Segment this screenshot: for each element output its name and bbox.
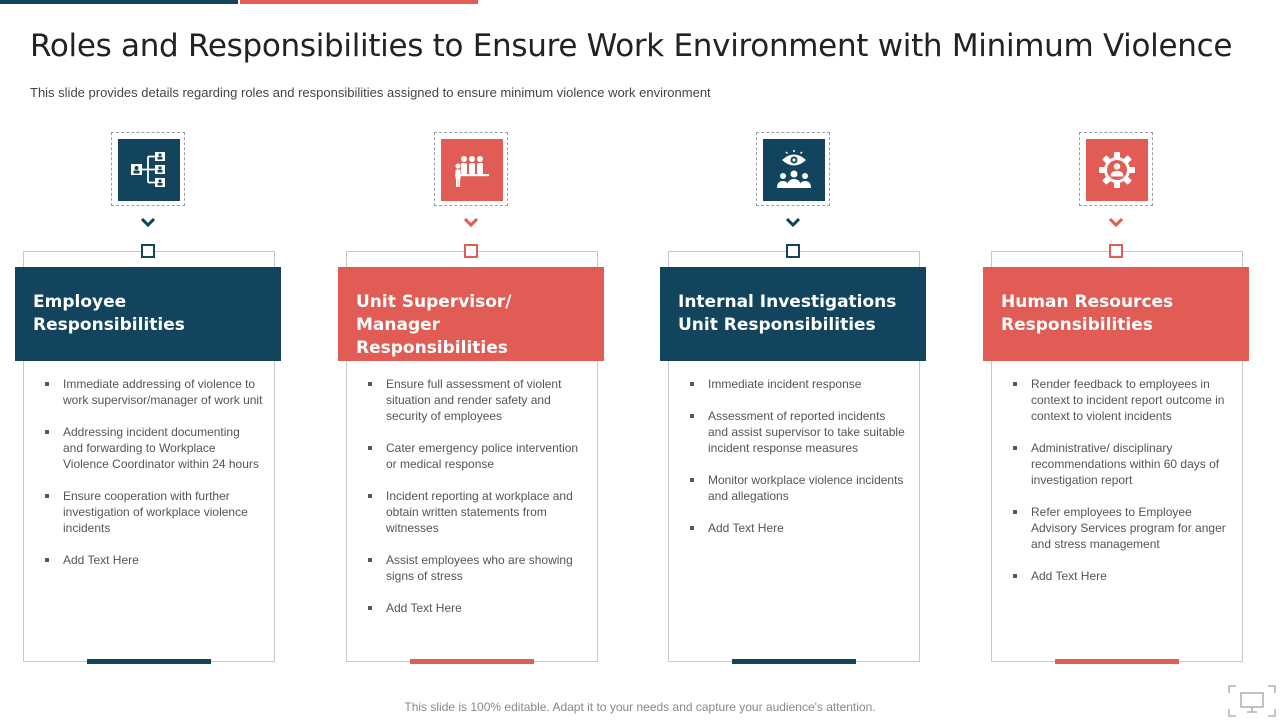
bullet-item: Monitor workplace violence incidents and allegations bbox=[690, 472, 908, 504]
bullet-item: Assist employees who are showing signs of stress bbox=[368, 552, 586, 584]
icon-frame bbox=[756, 132, 830, 206]
bullet-item: Add Text Here bbox=[45, 552, 263, 568]
role-column-employee bbox=[15, 132, 283, 668]
connector-square bbox=[786, 244, 800, 258]
card-bottom-bar bbox=[1055, 659, 1179, 664]
workflow-people-icon bbox=[129, 150, 169, 190]
slide-subtitle: This slide provides details regarding roles and responsibilities assigned to ensure minimum violence work environment bbox=[30, 85, 711, 100]
card-title-line: Employee bbox=[33, 292, 127, 312]
bullet-item: Assessment of reported incidents and assist supervisor to take suitable incident response measures bbox=[690, 408, 908, 456]
bullet-item: Add Text Here bbox=[1013, 568, 1231, 584]
icon-frame bbox=[434, 132, 508, 206]
card-title-line: Responsibilities bbox=[1001, 315, 1153, 335]
card-header bbox=[338, 267, 604, 361]
card-title-line: Human Resources bbox=[1001, 292, 1174, 312]
top-accent-bar-navy bbox=[0, 0, 238, 4]
connector-square bbox=[464, 244, 478, 258]
bullet-item: Immediate addressing of violence to work supervisor/manager of work unit bbox=[45, 376, 263, 408]
bullet-item: Add Text Here bbox=[690, 520, 908, 536]
icon-box bbox=[763, 139, 825, 201]
card-title-line: Manager Responsibilities bbox=[356, 315, 508, 358]
icon-frame bbox=[1079, 132, 1153, 206]
role-column-supervisor bbox=[338, 132, 606, 668]
chevron-down-icon bbox=[141, 218, 155, 228]
bullet-item: Refer employees to Employee Advisory Services program for anger and stress management bbox=[1013, 504, 1231, 552]
bullet-item: Add Text Here bbox=[368, 600, 586, 616]
team-group-icon bbox=[452, 150, 492, 190]
bullet-item: Incident reporting at workplace and obtain written statements from witnesses bbox=[368, 488, 586, 536]
top-accent-bar-coral bbox=[240, 0, 478, 4]
connector-square bbox=[1109, 244, 1123, 258]
bullet-item: Ensure full assessment of violent situation and render safety and security of employees bbox=[368, 376, 586, 424]
connector-square bbox=[141, 244, 155, 258]
card-bottom-bar bbox=[732, 659, 856, 664]
chevron-down-icon bbox=[786, 218, 800, 228]
bullet-list bbox=[1013, 376, 1231, 600]
icon-frame bbox=[111, 132, 185, 206]
bullet-item: Immediate incident response bbox=[690, 376, 908, 392]
bullet-item: Cater emergency police intervention or medical response bbox=[368, 440, 586, 472]
role-column-investigations bbox=[660, 132, 928, 668]
card-title-line: Responsibilities bbox=[33, 315, 185, 335]
bullet-item: Render feedback to employees in context to incident report outcome in context to violent incidents bbox=[1013, 376, 1231, 424]
bullet-list bbox=[368, 376, 586, 632]
slide-title: Roles and Responsibilities to Ensure Work Environment with Minimum Violence bbox=[30, 28, 1233, 64]
chevron-down-icon bbox=[464, 218, 478, 228]
card-title-line: Unit Supervisor/ bbox=[356, 292, 512, 312]
bullet-item: Addressing incident documenting and forwarding to Workplace Violence Coordinator within 24 hours bbox=[45, 424, 263, 472]
icon-box bbox=[441, 139, 503, 201]
icon-box bbox=[1086, 139, 1148, 201]
bullet-list bbox=[45, 376, 263, 584]
card-bottom-bar bbox=[87, 659, 211, 664]
chevron-down-icon bbox=[1109, 218, 1123, 228]
card-header bbox=[660, 267, 926, 361]
bullet-item: Administrative/ disciplinary recommendations within 60 days of investigation report bbox=[1013, 440, 1231, 488]
card-header bbox=[983, 267, 1249, 361]
presentation-frame-icon bbox=[1227, 684, 1277, 718]
card-bottom-bar bbox=[410, 659, 534, 664]
card-title-line: Unit Responsibilities bbox=[678, 315, 876, 335]
role-column-hr bbox=[983, 132, 1251, 668]
gear-person-icon bbox=[1097, 150, 1137, 190]
bullet-item: Ensure cooperation with further investigation of workplace violence incidents bbox=[45, 488, 263, 536]
footer-note: This slide is 100% editable. Adapt it to your needs and capture your audience's attention. bbox=[404, 700, 876, 714]
card-title-line: Internal Investigations bbox=[678, 292, 897, 312]
card-header bbox=[15, 267, 281, 361]
icon-box bbox=[118, 139, 180, 201]
eye-group-icon bbox=[774, 150, 814, 190]
bullet-list bbox=[690, 376, 908, 552]
